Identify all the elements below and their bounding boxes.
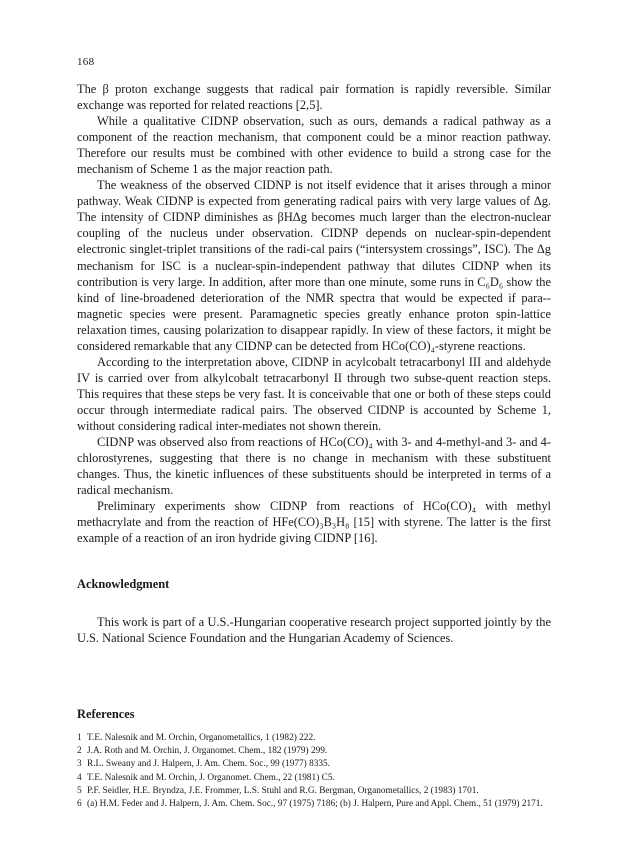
reference-number: 5 — [77, 785, 82, 796]
paragraph-qualitative-cidnp: While a qualitative CIDNP observation, such as ours, demands a radical pathway as a component of the reaction mechanism, that component could be a minor reaction pathway. Therefore our results must be combined with other evidence to build a strong case for the mechanism of Scheme 1 as the major reaction path. — [77, 114, 551, 177]
reference-item — [77, 732, 553, 745]
paragraph-preliminary: Preliminary experiments show CIDNP from reactions of HCo(CO)₄ with methyl methacrylate and from the reaction of HFe(CO)₃B₃H₈ [15] with styrene. The latter is the first example of a reaction of an iron hydride giving CIDNP [16]. — [77, 499, 551, 546]
reference-item — [77, 772, 553, 785]
reference-list — [77, 732, 553, 811]
reference-number: 4 — [77, 772, 82, 783]
acknowledgment-heading: Acknowledgment — [77, 577, 170, 591]
acknowledgment-section — [77, 614, 551, 646]
reference-item — [77, 798, 553, 811]
reference-text: T.E. Nalesnik and M. Orchin, Organometallics, 1 (1982) 222. — [87, 733, 316, 743]
reference-number: 6 — [77, 799, 82, 810]
body-text — [77, 81, 551, 546]
reference-item — [77, 785, 553, 798]
reference-text: (a) H.M. Feder and J. Halpern, J. Am. Chem. Soc., 97 (1975) 7186; (b) J. Halpern, Pure and Appl. Chem., 51 (1979) 2171. — [87, 799, 543, 810]
reference-text: R.L. Sweany and J. Halpern, J. Am. Chem. Soc., 99 (1977) 8335. — [87, 759, 330, 770]
references-heading: References — [77, 707, 135, 721]
reference-text: T.E. Nalesnik and M. Orchin, J. Organomet. Chem., 22 (1981) C5. — [87, 772, 335, 783]
reference-item — [77, 758, 553, 771]
paragraph-substituents: CIDNP was observed also from reactions of HCo(CO)₄ with 3- and 4-methyl-and 3- and 4-chlorostyrenes, suggesting that there is no change in mechanism with these substituent changes. Thus, the kinetic influences of these substituents should be interpreted in terms of a radical mechanism. — [77, 435, 551, 498]
paragraph-beta-exchange: The β proton exchange suggests that radical pair formation is rapidly reversible. Similar exchange was reported for related reactions [2,5]. — [77, 82, 551, 113]
paragraph-interpretation: According to the interpretation above, CIDNP in acylcobalt tetracarbonyl III and aldehyde IV is carried over from alkylcobalt tetracarbonyl II through two subse-quent reaction steps. This requires that these steps be very fast. It is conceivable that one or both of these steps could occur through intermediate radical pairs. The observed CIDNP is accounted by Scheme 1, without considering radical inter-mediates not shown therein. — [77, 354, 551, 433]
reference-number: 2 — [77, 746, 82, 757]
reference-number: 3 — [77, 759, 82, 770]
page-number: 168 — [77, 56, 95, 68]
reference-text: P.F. Seidler, H.E. Bryndza, J.E. Frommer, L.S. Stuhl and R.G. Bergman, Organometallics, 2 (1983) 1701. — [87, 785, 479, 796]
paragraph-weak-cidnp: The weakness of the observed CIDNP is not itself evidence that it arises through a minor pathway. Weak CIDNP is expected from generating radical pairs with very large values of Δg. The intensity of CIDNP diminishes as βHΔg becomes much larger than the electron-nuclear coupling of the nucleus under observation. CIDNP depends on nuclear-spin-dependent electronic singlet-triplet transitions of the radi-cal pairs (“intersystem crossings”, ISC). The Δg mechanism for ISC is a nuclear-spin-independent pathway that dilutes CIDNP when its contribution is very large. In addition, after more than one minute, some runs in C₆D₆ show the kind of line-broadened deterioration of the NMR spectra that would be expected if para-magnetic species were present. Paramagnetic species greatly enhance proton spin-lattice relaxation times, causing polarization to disappear rapidly. In view of these factors, it might be considered remarkable that any CIDNP can be detected from HCo(CO)₄-styrene reactions. — [77, 178, 551, 353]
reference-text: J.A. Roth and M. Orchin, J. Organomet. Chem., 182 (1979) 299. — [87, 746, 328, 757]
reference-item — [77, 745, 553, 758]
reference-number: 1 — [77, 733, 82, 743]
acknowledgment-text: This work is part of a U.S.-Hungarian cooperative research project supported jointly by the U.S. National Science Foundation and the Hungarian Academy of Sciences. — [77, 615, 551, 646]
